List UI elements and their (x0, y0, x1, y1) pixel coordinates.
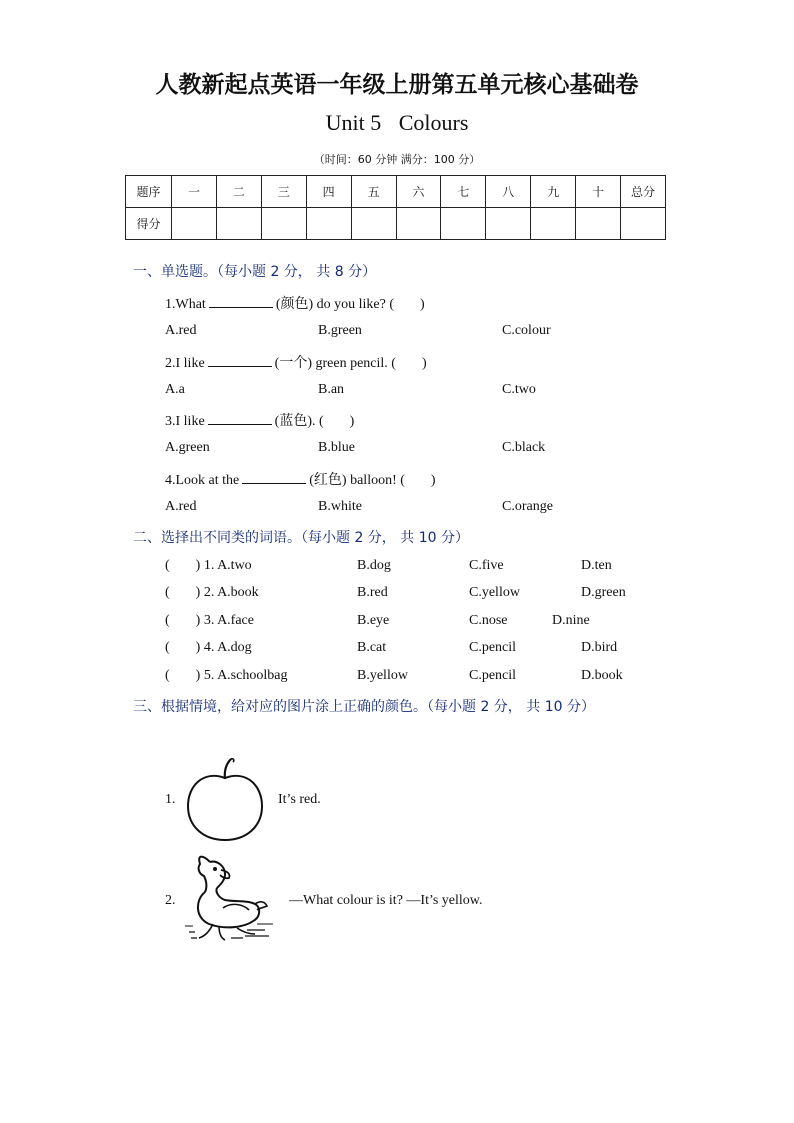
row-3-option-b: B.eye (357, 613, 390, 628)
row-3-option-d: D.nine (552, 613, 590, 628)
answer-paren-close[interactable]: ) (195, 613, 201, 628)
question-3-stem: 3.I like (蓝色). ( ) (165, 414, 355, 429)
score-cell[interactable] (486, 208, 531, 240)
score-cell[interactable] (621, 208, 666, 240)
row-4-option-d: D.bird (581, 640, 618, 655)
question-2-option-b[interactable]: B.an (318, 382, 345, 397)
score-table-header-cell: 二 (216, 176, 261, 208)
question-2-option-c[interactable]: C.two (502, 382, 536, 397)
color-item-2-text: —What colour is it? —It’s yellow. (289, 893, 483, 908)
answer-blank[interactable] (208, 412, 272, 425)
answer-paren-open[interactable]: ( (165, 613, 170, 628)
score-cell[interactable] (576, 208, 621, 240)
score-table (125, 175, 666, 240)
odd-one-out-row-4: ( ) 4. A.dog (165, 640, 252, 655)
row-2-option-b: B.red (357, 585, 388, 600)
question-4-stem: 4.Look at the (红色) balloon! ( ) (165, 473, 436, 488)
score-table-header-cell: 总分 (621, 176, 666, 208)
score-table-header-cell: 十 (576, 176, 621, 208)
score-row-label: 得分 (126, 208, 172, 240)
score-table-header-cell: 题序 (126, 176, 172, 208)
answer-paren-close[interactable]: ) (195, 558, 201, 573)
row-4-option-c: C.pencil (469, 640, 517, 655)
question-1-stem: 1.What (颜色) do you like? ( ) (165, 297, 425, 312)
row-1-option-b: B.dog (357, 558, 391, 573)
apple-icon[interactable] (185, 756, 265, 842)
score-table-header-cell: 九 (531, 176, 576, 208)
question-3-option-a[interactable]: A.green (165, 440, 210, 455)
unit-name: Colours (398, 110, 469, 135)
answer-paren-open[interactable]: ( (165, 558, 170, 573)
answer-blank[interactable] (242, 471, 306, 484)
score-table-header-cell: 七 (441, 176, 486, 208)
score-table-header-row (126, 176, 666, 208)
score-table-header-cell: 六 (396, 176, 441, 208)
odd-one-out-row-1: ( ) 1. A.two (165, 558, 252, 573)
score-cell[interactable] (396, 208, 441, 240)
question-2-option-a[interactable]: A.a (165, 382, 185, 397)
score-cell[interactable] (216, 208, 261, 240)
row-2-option-d: D.green (581, 585, 626, 600)
question-3-option-b[interactable]: B.blue (318, 440, 355, 455)
odd-one-out-row-2: ( ) 2. A.book (165, 585, 259, 600)
score-cell[interactable] (441, 208, 486, 240)
question-1-option-b[interactable]: B.green (318, 323, 362, 338)
answer-paren-close[interactable]: ) (195, 585, 201, 600)
section3-heading: 三、根据情境，给对应的图片涂上正确的颜色。（每小题 2 分， 共 10 分） (133, 699, 595, 715)
row-4-option-b: B.cat (357, 640, 387, 655)
row-1-option-c: C.five (469, 558, 504, 573)
question-1-option-c[interactable]: C.colour (502, 323, 551, 338)
page-title: 人教新起点英语一年级上册第五单元核心基础卷 (155, 71, 639, 98)
row-5-option-d: D.book (581, 668, 623, 683)
question-4-option-b[interactable]: B.white (318, 499, 362, 514)
unit-number: Unit 5 (325, 110, 382, 135)
score-table-header-cell: 一 (172, 176, 217, 208)
question-4-option-a[interactable]: A.red (165, 499, 197, 514)
answer-paren-open[interactable]: ( (165, 585, 170, 600)
score-table-score-row (126, 208, 666, 240)
odd-one-out-row-3: ( ) 3. A.face (165, 613, 254, 628)
color-item-1-text: It’s red. (278, 792, 321, 807)
question-2-stem: 2.I like (一个) green pencil. ( ) (165, 356, 427, 371)
score-table-header-cell: 四 (306, 176, 351, 208)
score-table-header-cell: 三 (261, 176, 306, 208)
answer-blank[interactable] (208, 354, 272, 367)
score-cell[interactable] (261, 208, 306, 240)
row-5-option-c: C.pencil (469, 668, 517, 683)
answer-paren-open[interactable]: ( (165, 640, 170, 655)
row-1-option-d: D.ten (581, 558, 612, 573)
score-table-header-cell: 八 (486, 176, 531, 208)
odd-one-out-row-5: ( ) 5. A.schoolbag (165, 668, 288, 683)
score-cell[interactable] (351, 208, 396, 240)
section2-heading: 二、选择出不同类的词语。（每小题 2 分， 共 10 分） (133, 530, 469, 546)
question-1-option-a[interactable]: A.red (165, 323, 197, 338)
question-4-option-c[interactable]: C.orange (502, 499, 553, 514)
row-2-option-c: C.yellow (469, 585, 520, 600)
section1-heading: 一、单选题。（每小题 2 分， 共 8 分） (133, 264, 377, 280)
answer-paren-close[interactable]: ) (195, 668, 201, 683)
duck-icon[interactable] (185, 852, 275, 948)
unit-title (0, 110, 794, 136)
color-item-2-number: 2. (165, 893, 176, 908)
score-cell[interactable] (531, 208, 576, 240)
score-table-header-cell: 五 (351, 176, 396, 208)
question-3-option-c[interactable]: C.black (502, 440, 546, 455)
answer-paren-close[interactable]: ) (195, 640, 201, 655)
score-cell[interactable] (172, 208, 217, 240)
time-and-score-info: （时间：60 分钟 满分：100 分） (313, 153, 481, 166)
answer-blank[interactable] (209, 295, 273, 308)
row-3-option-c: C.nose (469, 613, 508, 628)
score-cell[interactable] (306, 208, 351, 240)
answer-paren-open[interactable]: ( (165, 668, 170, 683)
color-item-1-number: 1. (165, 792, 176, 807)
row-5-option-b: B.yellow (357, 668, 408, 683)
